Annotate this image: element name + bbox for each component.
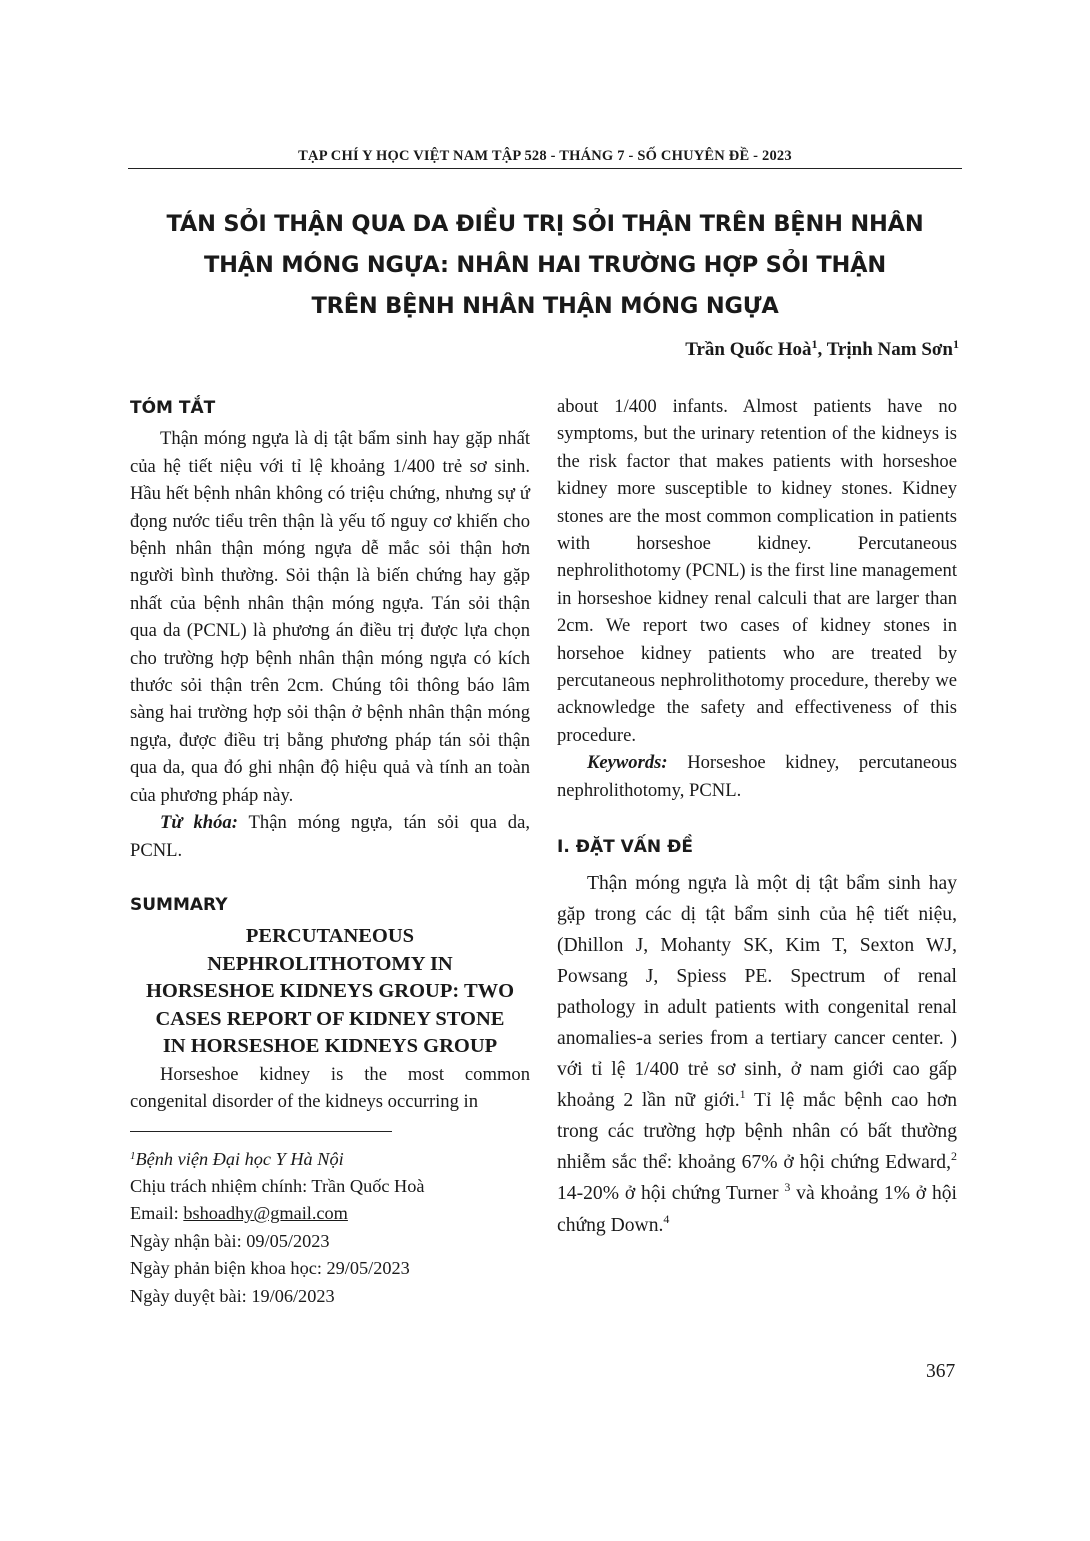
intro-text: và khoảng 1% ở hội chứng Down. — [557, 1183, 957, 1236]
email-label: Email: — [130, 1203, 184, 1224]
right-column — [557, 390, 957, 1241]
left-column — [130, 390, 530, 1310]
author-separator: , — [817, 339, 827, 360]
author-name: Trịnh Nam Sơn — [826, 339, 953, 360]
intro-text: 14-20% ở hội chứng Turner — [557, 1183, 785, 1205]
summary-title-line: PERCUTANEOUS — [245, 925, 415, 948]
affiliation-text: Bệnh viện Đại học Y Hà Nội — [135, 1148, 344, 1169]
citation-mark: 1 — [739, 1087, 746, 1102]
summary-title-line: HORSESHOE KIDNEYS GROUP: TWO — [145, 980, 515, 1003]
footnote-approved: Ngày duyệt bài: 19/06/2023 — [130, 1285, 335, 1306]
summary-title-line: IN HORSESHOE KIDNEYS GROUP — [162, 1035, 498, 1058]
summary-title-line: NEPHROLITHOTOMY IN — [207, 952, 453, 975]
abstract-heading: TÓM TẮT — [130, 398, 216, 418]
abstract-body: Thận móng ngựa là dị tật bẩm sinh hay gặp nhất của hệ tiết niệu với tỉ lệ khoảng 1/400 trẻ sơ sinh. Hầu hết bệnh nhân không có triệu chứng, nhưng sự ứ đọng nước tiểu trên thận là yếu tố nguy cơ khiến cho bệnh nhân thận móng ngựa dễ mắc sỏi thận hơn người bình thường. Sỏi thận là biến chứng hay gặp nhất của bệnh nhân thận móng ngựa. Tán sỏi thận qua da (PCNL) là phương án điều trị được lựa chọn cho trường hợp bệnh nhân thận móng ngựa có kích thước sỏi thận trên 2cm. Chúng tôi thông báo lâm sàng hai trường hợp sỏi thận ở bệnh nhân thận móng ngựa, được điều trị bằng phương pháp tán sỏi thận qua da, qua đó ghi nhận độ hiệu quả và tính an toàn của phương pháp này. — [130, 428, 530, 806]
footnote-email — [130, 1200, 530, 1227]
title-line-3: TRÊN BỆNH NHÂN THẬN MÓNG NGỰA — [311, 293, 779, 319]
abstract-keywords — [130, 809, 530, 864]
footnote-rule — [130, 1131, 392, 1132]
header-rule — [128, 168, 962, 169]
author-affiliation-mark: 1 — [953, 337, 959, 351]
summary-body-continued: about 1/400 infants. Almost patients have no symptoms, but the urinary retention of the kidneys is the risk factor that makes patients with horseshoe kidney more susceptible to kidney stones. Kidney stones are the most common complication in patients with horseshoe kidney. Percutaneous nephrolithotomy (PCNL) is the first line management in horseshoe kidney renal calculi that are larger than 2cm. We report two cases of kidney stones in horsehoe kidney patients who are treated by percutaneous nephrolithotomy procedure, thereby we acknowledge the safety and effectiveness of this procedure. — [557, 396, 957, 746]
summary-keywords — [557, 749, 957, 804]
summary-body-start: Horseshoe kidney is the most common congenital disorder of the kidneys occurring in — [130, 1063, 530, 1113]
title-line-1: TÁN SỎI THẬN QUA DA ĐIỀU TRỊ SỎI THẬN TRÊN BỆNH NHÂN — [166, 211, 924, 237]
keywords-text: Thận móng ngựa, tán sỏi qua da, PCNL. — [130, 812, 530, 861]
summary-heading: SUMMARY — [130, 894, 228, 915]
email-link[interactable]: bshoadhy@gmail.com — [183, 1203, 348, 1224]
author-name: Trần Quốc Hoà — [685, 339, 812, 360]
paper-title — [128, 204, 962, 327]
footnote-affiliation — [130, 1146, 530, 1173]
summary-title-line: CASES REPORT OF KIDNEY STONE — [155, 1007, 505, 1030]
citation-mark: 2 — [951, 1149, 957, 1164]
citation-mark: 3 — [784, 1180, 791, 1195]
affiliation-mark: 1 — [130, 1149, 136, 1162]
author-list — [685, 339, 959, 361]
footnote-received: Ngày nhận bài: 09/05/2023 — [130, 1230, 330, 1251]
citation-mark: 4 — [663, 1211, 670, 1226]
footnote-reviewed: Ngày phản biện khoa học: 29/05/2023 — [130, 1258, 410, 1279]
keywords-label: Từ khóa: — [160, 812, 238, 834]
author-affiliation-mark: 1 — [811, 337, 818, 351]
keywords-label: Keywords: — [587, 752, 668, 774]
intro-text: Tỉ lệ mắc bệnh cao hơn trong các trường hợp bệnh nhân có bất thường nhiễm sắc thể: khoảng 67% ở hội chứng Edward, — [557, 1090, 957, 1174]
intro-heading: I. ĐẶT VẤN ĐỀ — [557, 837, 693, 858]
title-line-2: THẬN MÓNG NGỰA: NHÂN HAI TRƯỜNG HỢP SỎI THẬN — [203, 252, 887, 278]
summary-title — [130, 923, 530, 1061]
footnote-responsible: Chịu trách nhiệm chính: Trần Quốc Hoà — [130, 1176, 425, 1197]
intro-paragraph — [557, 868, 957, 1241]
page-number: 367 — [926, 1361, 956, 1382]
intro-text: Thận móng ngựa là một dị tật bẩm sinh hay gặp trong các dị tật bẩm sinh của hệ tiết niệu, (Dhillon J, Mohanty SK, Kim T, Sexton WJ, Powsang J, Spiess PE. Spectrum of renal pathology in adult patients with congenital renal anomalies-a series from a tertiary cancer center. ) với tỉ lệ 1/400 trẻ sơ sinh, ở nam giới cao gấp khoảng 2 lần nữ giới. — [557, 872, 957, 1112]
keywords-text: Horseshoe kidney, percutaneous nephrolithotomy, PCNL. — [557, 752, 958, 801]
running-header: TẠP CHÍ Y HỌC VIỆT NAM TẬP 528 - THÁNG 7 - SỐ CHUYÊN ĐỀ - 2023 — [298, 148, 792, 164]
